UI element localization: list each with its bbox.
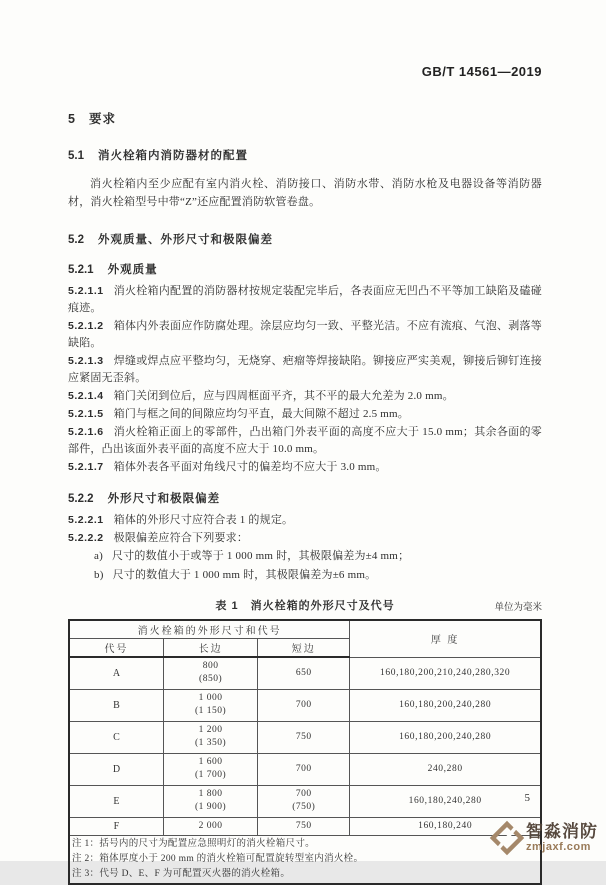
list-item-text: 尺寸的数值大于 1 000 mm 时，其极限偏差为±6 mm。 <box>112 569 377 581</box>
clause <box>68 353 542 387</box>
brand-domain: zmjaxf.com <box>526 841 591 853</box>
cell-short-side: 700 <box>258 689 350 721</box>
cell-thickness: 160,180,200,240,280 <box>350 721 541 753</box>
table-title-text: 消火栓箱的外形尺寸及代号 <box>250 600 395 612</box>
cell-code: D <box>69 753 163 785</box>
column-header-thickness: 厚 度 <box>350 620 541 657</box>
clause-number: 5.2.1.6 <box>68 426 104 438</box>
section-title: 消火栓箱内消防器材的配置 <box>98 150 248 162</box>
clause-text: 箱体的外形尺寸应符合表 1 的规定。 <box>113 514 294 526</box>
table-header-group: 消火栓箱的外形尺寸和代号 <box>69 620 350 639</box>
cell-long-side: 800 (850) <box>163 657 257 689</box>
clause-number: 5.2.2.1 <box>68 514 104 526</box>
table-1-caption <box>68 597 542 613</box>
table-row <box>69 785 541 817</box>
list-item-label: b) <box>94 569 104 581</box>
clause <box>68 406 542 423</box>
table-label: 表 1 <box>215 600 239 612</box>
table-unit-note: 单位为毫米 <box>494 603 542 613</box>
clause-number: 5.2.2.2 <box>68 532 104 544</box>
clause-number: 5.2.1.3 <box>68 355 104 367</box>
clause-number: 5.2.1.7 <box>68 461 104 473</box>
section-number: 5.2.1 <box>68 264 94 276</box>
table-notes-row <box>69 835 541 884</box>
page-number: 5 <box>524 792 530 804</box>
table-1-title <box>68 597 542 613</box>
section-title: 要求 <box>88 112 116 126</box>
table-note-3: 注 3：代号 D、E、F 为可配置灭火器的消火栓箱。 <box>72 868 291 879</box>
clause-number: 5.2.1.5 <box>68 408 104 420</box>
clause <box>68 512 542 529</box>
section-number: 5.2 <box>68 234 84 246</box>
dimensions-table <box>68 619 542 885</box>
table-row <box>69 753 541 785</box>
watermark-brand <box>492 821 598 855</box>
clause <box>68 283 542 317</box>
section-number: 5.1 <box>68 150 84 162</box>
list-item-b <box>68 566 542 585</box>
cell-code: C <box>69 721 163 753</box>
clause-text: 箱体外表各平面对角线尺寸的偏差均不应大于 3.0 mm。 <box>113 461 387 473</box>
clause <box>68 388 542 405</box>
clause-number: 5.2.1.1 <box>68 285 104 297</box>
cell-long-side: 2 000 <box>163 817 257 835</box>
table-note-2: 注 2：箱体厚度小于 200 mm 的消火栓箱可配置旋转型室内消火栓。 <box>72 853 364 864</box>
section-5-1-heading <box>68 147 542 163</box>
brand-name: 智淼消防 <box>526 822 598 841</box>
cell-thickness: 160,180,240,280 <box>350 785 541 817</box>
list-item-label: a) <box>94 550 103 562</box>
section-5-1-paragraph: 消火栓箱内至少应配有室内消火栓、消防接口、消防水带、消防水枪及电器设备等消防器材，消火栓箱型号中带“Z”还应配置消防软管卷盘。 <box>68 178 542 208</box>
section-5-2-heading <box>68 231 542 247</box>
list-item-text: 尺寸的数值小于或等于 1 000 mm 时，其极限偏差为±4 mm； <box>111 550 410 562</box>
brand-logo-icon <box>492 821 522 855</box>
clause <box>68 424 542 458</box>
cell-thickness: 160,180,200,210,240,280,320 <box>350 657 541 689</box>
standard-number: GB/T 14561—2019 <box>421 64 542 79</box>
clause-number: 5.2.1.4 <box>68 390 104 402</box>
table-notes <box>69 835 541 884</box>
clause-text: 箱门关闭到位后，应与四周框面平齐，其不平的最大允差为 2.0 mm。 <box>113 390 454 402</box>
cell-long-side: 1 800 (1 900) <box>163 785 257 817</box>
clause-number: 5.2.1.2 <box>68 320 104 332</box>
table-header-group-row <box>69 620 541 639</box>
section-title: 外观质量、外形尺寸和极限偏差 <box>98 234 273 246</box>
section-number: 5 <box>68 112 75 126</box>
section-5-2-2-heading <box>68 490 542 506</box>
section-5-2-1-clauses <box>68 283 542 476</box>
section-5-2-2-clauses <box>68 512 542 585</box>
cell-thickness: 160,180,240 <box>350 817 541 835</box>
cell-short-side: 750 <box>258 817 350 835</box>
table-row <box>69 817 541 835</box>
table-row <box>69 721 541 753</box>
section-title: 外观质量 <box>107 264 158 276</box>
section-5-heading <box>68 109 542 127</box>
clause-text: 消火栓箱正面上的零部件，凸出箱门外表平面的高度不应大于 15.0 mm；其余各面的零部件，凸出该面外表平面的高度不应大于 10.0 mm。 <box>68 426 542 455</box>
cell-thickness: 160,180,200,240,280 <box>350 689 541 721</box>
cell-short-side: 750 <box>258 721 350 753</box>
table-note-1: 注 1：括号内的尺寸为配置应急照明灯的消火栓箱尺寸。 <box>72 838 315 849</box>
section-title: 外形尺寸和极限偏差 <box>107 493 221 505</box>
cell-long-side: 1 200 (1 350) <box>163 721 257 753</box>
clause-text: 焊缝或焊点应平整均匀，无烧穿、疤瘤等焊接缺陷。铆接应严实美观，铆接后铆钉连接应紧固无歪斜。 <box>68 355 542 384</box>
cell-short-side: 700 <box>258 753 350 785</box>
clause-text: 箱体内外表面应作防腐处理。涂层应均匀一致、平整光洁。不应有流痕、气泡、剥落等缺陷。 <box>68 320 542 349</box>
cell-thickness: 240,280 <box>350 753 541 785</box>
column-header-short-side: 短边 <box>258 639 350 658</box>
page-content <box>68 0 542 885</box>
cell-long-side: 1 000 (1 150) <box>163 689 257 721</box>
clause <box>68 318 542 352</box>
section-5-2-1-heading <box>68 261 542 277</box>
cell-short-side: 650 <box>258 657 350 689</box>
cell-code: B <box>69 689 163 721</box>
cell-short-side: 700 (750) <box>258 785 350 817</box>
cell-code: A <box>69 657 163 689</box>
cell-long-side: 1 600 (1 700) <box>163 753 257 785</box>
column-header-long-side: 长边 <box>163 639 257 658</box>
cell-code: E <box>69 785 163 817</box>
clause <box>68 459 542 476</box>
clause-text: 箱门与框之间的间隙应均匀平直，最大间隙不超过 2.5 mm。 <box>113 408 409 420</box>
clause-text: 消火栓箱内配置的消防器材按规定装配完毕后，各表面应无凹凸不平等加工缺陷及磕碰痕迹。 <box>68 285 542 314</box>
section-number: 5.2.2 <box>68 493 94 505</box>
clause <box>68 530 542 547</box>
table-row <box>69 689 541 721</box>
cell-code: F <box>69 817 163 835</box>
clause-text: 极限偏差应符合下列要求： <box>113 532 249 544</box>
table-row <box>69 657 541 689</box>
brand-text <box>526 823 598 853</box>
column-header-code: 代号 <box>69 639 163 658</box>
list-item-a <box>68 547 542 566</box>
